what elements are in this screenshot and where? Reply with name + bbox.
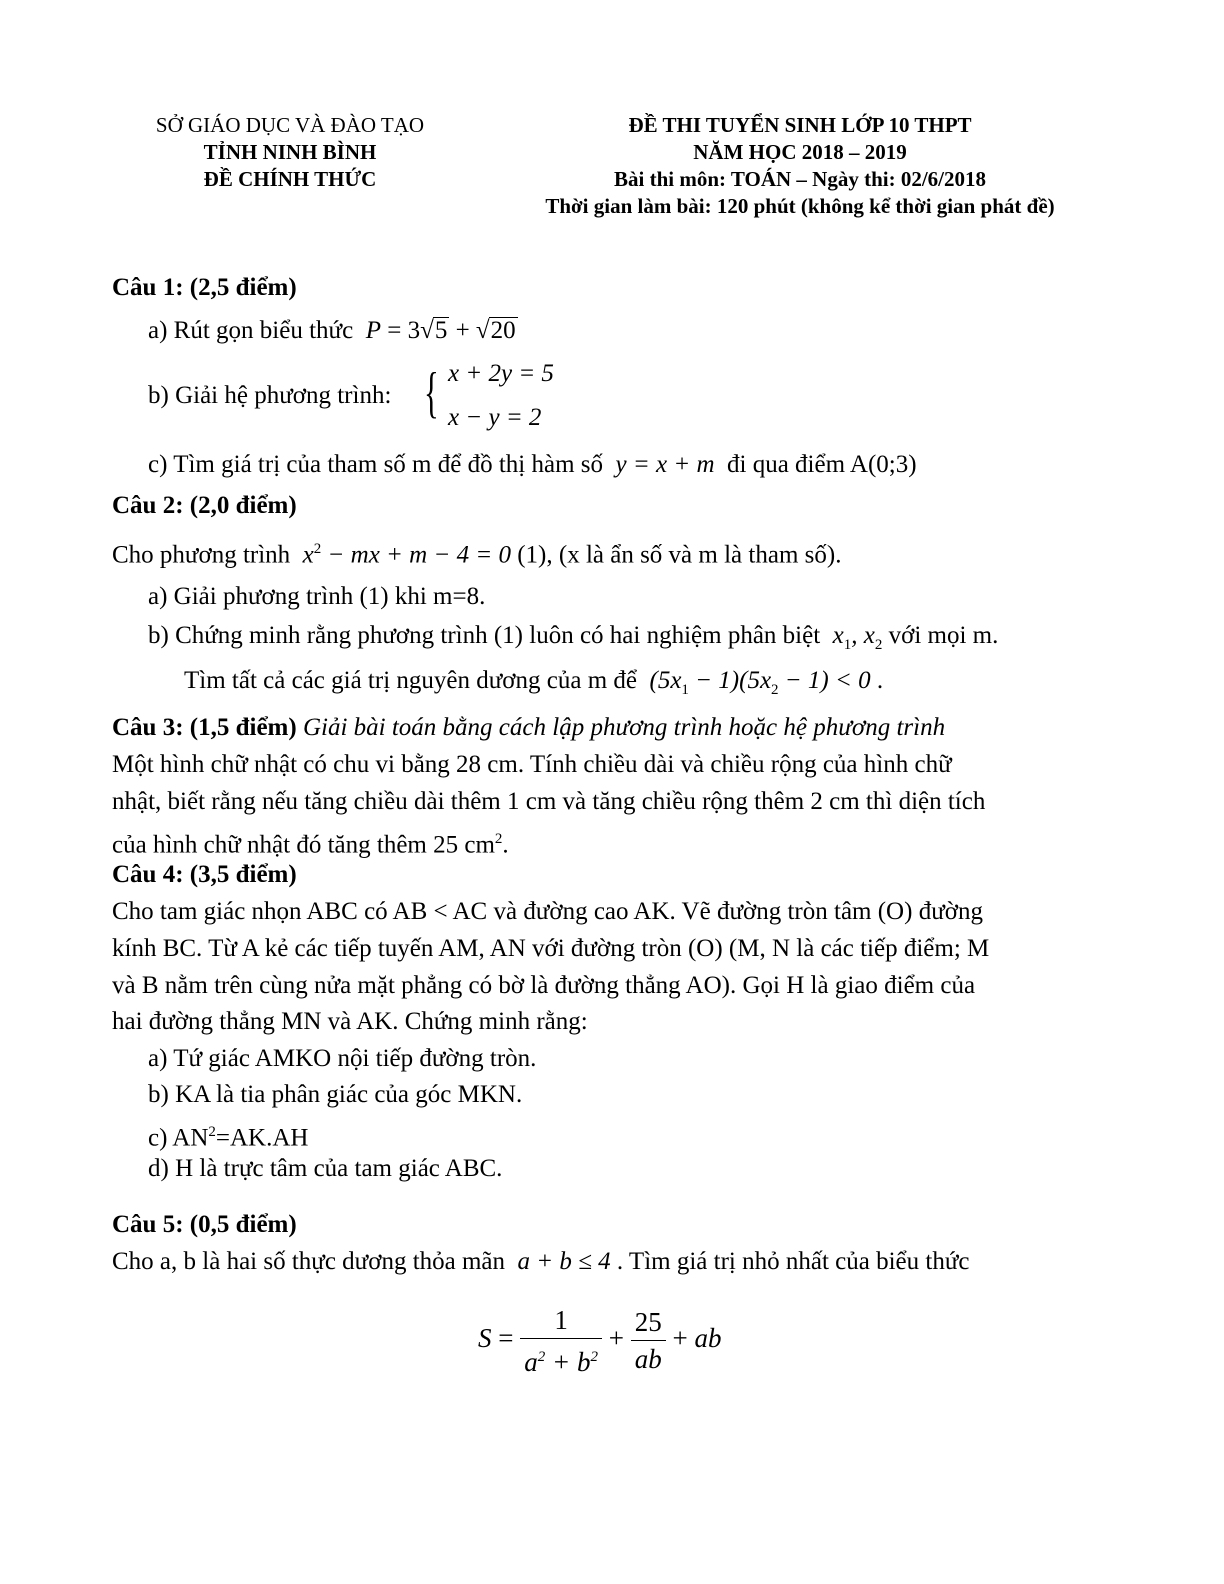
q5-plus1: + [601,1323,631,1353]
official-label: ĐỀ CHÍNH THỨC [203,167,377,191]
q3-heading [112,712,945,744]
q2-b-text-end: với mọi m. [882,622,999,649]
q3-line1: Một hình chữ nhật có chu vi bằng 28 cm. Tính chiều dài và chiều rộng của hình chữ [112,751,952,778]
province-name: TỈNH NINH BÌNH [203,140,377,164]
q2-eq-x: x [302,541,314,569]
q2-b-root-mid: , x [851,622,875,649]
header-left [120,112,460,193]
q4-c-text: c) AN [148,1124,209,1152]
department-name: SỞ GIÁO DỤC VÀ ĐÀO TẠO [155,113,425,137]
sqrt-icon: √ [420,317,434,344]
q4-d: d) H là trực tâm của tam giác ABC. [148,1155,503,1182]
q2-b-sub1: 1 [843,637,852,653]
q3-line2: nhật, biết rằng nếu tăng chiều dài thêm 1 cm và tăng chiều rộng thêm 2 cm thì diện tích [112,788,986,815]
q2-b-root1: x [832,622,844,649]
q2-intro [112,533,841,571]
exam-title: ĐỀ THI TUYỂN SINH LỚP 10 THPT [628,113,972,137]
q5-fraction-2 [631,1304,666,1377]
q1-a-text: a) Rút gọn biểu thức [148,317,354,344]
q5-line1-end: . Tìm giá trị nhỏ nhất của biểu thức [610,1248,970,1275]
q1-a [148,315,518,347]
q5-f1-num: 1 [520,1302,602,1339]
q5-title: Câu 5: (0,5 điểm) [112,1211,297,1238]
q2-b-text: b) Chứng minh rằng phương trình (1) luôn có hai nghiệm phân biệt [148,622,821,649]
q5-f1-den-sup1: 2 [537,1348,546,1365]
q5-fraction-1 [520,1302,602,1380]
q1-c-text: c) Tìm giá trị của tham số m để đồ thị hàm số [148,451,604,478]
q3-line3-end: . [502,831,509,859]
header-right [490,112,1110,220]
q5-f1-den-a: a [524,1346,538,1377]
q2-eq-rest: − mx + m − 4 = 0 [321,541,511,569]
q2-intro-end: (1), (x là ẩn số và m là tham số). [510,541,842,569]
q1-b-eq2: x − y = 2 [448,404,542,431]
q1-title: Câu 1: (2,5 điểm) [112,274,297,301]
q3-line3-sup: 2 [494,831,503,847]
q3-line3-text: của hình chữ nhật đó tăng thêm 25 cm [112,831,495,859]
q5-S: S [478,1323,492,1353]
q2-ineq-3: − 1) < 0 [778,667,871,694]
q1-b-eq1: x + 2y = 5 [448,360,554,387]
q5-plus2: + [665,1323,695,1353]
q2-eq-sup: 2 [313,541,322,557]
q4-line4: hai đường thẳng MN và AK. Chứng minh rằng: [112,1008,588,1035]
q4-title: Câu 4: (3,5 điểm) [112,861,297,888]
q2-title: Câu 2: (2,0 điểm) [112,492,297,519]
q3-title: Câu 3: (1,5 điểm) [112,714,297,741]
q1-c [148,449,917,481]
q5-condition: a + b ≤ 4 [517,1248,611,1275]
q5-line1 [112,1246,969,1278]
q5-f1-den-sup2: 2 [590,1348,598,1365]
q4-line3: và B nằm trên cùng nửa mặt phẳng có bờ là đường thẳng AO). Gọi H là giao điểm của [112,972,976,999]
q4-b: b) KA là tia phân giác của góc MKN. [148,1081,523,1108]
q3-line3 [112,823,509,861]
q5-eq: = [491,1323,521,1353]
q4-c-end: =AK.AH [215,1124,309,1152]
q4-c [148,1116,308,1154]
q2-ineq-sub1: 1 [681,682,689,698]
q2-b [148,620,998,661]
q2-ineq-sub2: 2 [771,682,779,698]
q5-formula [478,1300,721,1380]
sqrt-icon: √ [475,317,490,344]
q1-b-text: b) Giải hệ phương trình: [148,382,392,409]
q2-ineq-end: . [870,667,884,694]
q5-f2-den: ab [634,1344,662,1375]
q2-intro-text: Cho phương trình [112,541,291,569]
q3-subtitle: Giải bài toán bằng cách lập phương trình hoặc hệ phương trình [296,714,946,741]
q2-b-sub2: 2 [874,637,883,653]
q5-f1-den [520,1339,602,1380]
q1-a-lhs: P [365,317,381,344]
exam-subject-date: Bài thi môn: TOÁN – Ngày thi: 02/6/2018 [613,167,986,191]
q4-line2: kính BC. Từ A kẻ các tiếp tuyến AM, AN với đường tròn (O) (M, N là các tiếp điểm; M [112,935,990,962]
q1-c-math: y = x + m [615,451,715,478]
q5-f1-den-mid: + b [545,1346,591,1377]
q1-a-radicand1: 5 [434,317,448,344]
q1-a-radicand2: 20 [490,317,516,344]
q2-b-cont-text: Tìm tất cả các giá trị nguyên dương của m để [184,667,637,694]
q2-a: a) Giải phương trình (1) khi m=8. [148,583,486,610]
q4-c-sup: 2 [208,1124,216,1140]
q5-f2-num: 25 [631,1304,666,1341]
exam-duration: Thời gian làm bài: 120 phút (không kể thời gian phát đề) [545,194,1055,218]
q5-tail: ab [694,1323,722,1353]
q1-c-text-end: đi qua điểm A(0;3) [727,451,917,478]
q1-a-plus: + [449,317,476,344]
q2-b-cont [184,665,883,706]
q4-a: a) Tứ giác AMKO nội tiếp đường tròn. [148,1045,537,1072]
left-brace-icon: { [424,362,439,424]
q1-a-eq: = 3 [380,317,421,344]
school-year: NĂM HỌC 2018 – 2019 [693,140,907,164]
q2-ineq-1: (5x [649,667,682,694]
q4-line1: Cho tam giác nhọn ABC có AB < AC và đường cao AK. Vẽ đường tròn tâm (O) đường [112,898,983,925]
q2-ineq-2: − 1)(5x [688,667,772,694]
q5-line1-text: Cho a, b là hai số thực dương thỏa mãn [112,1248,506,1275]
